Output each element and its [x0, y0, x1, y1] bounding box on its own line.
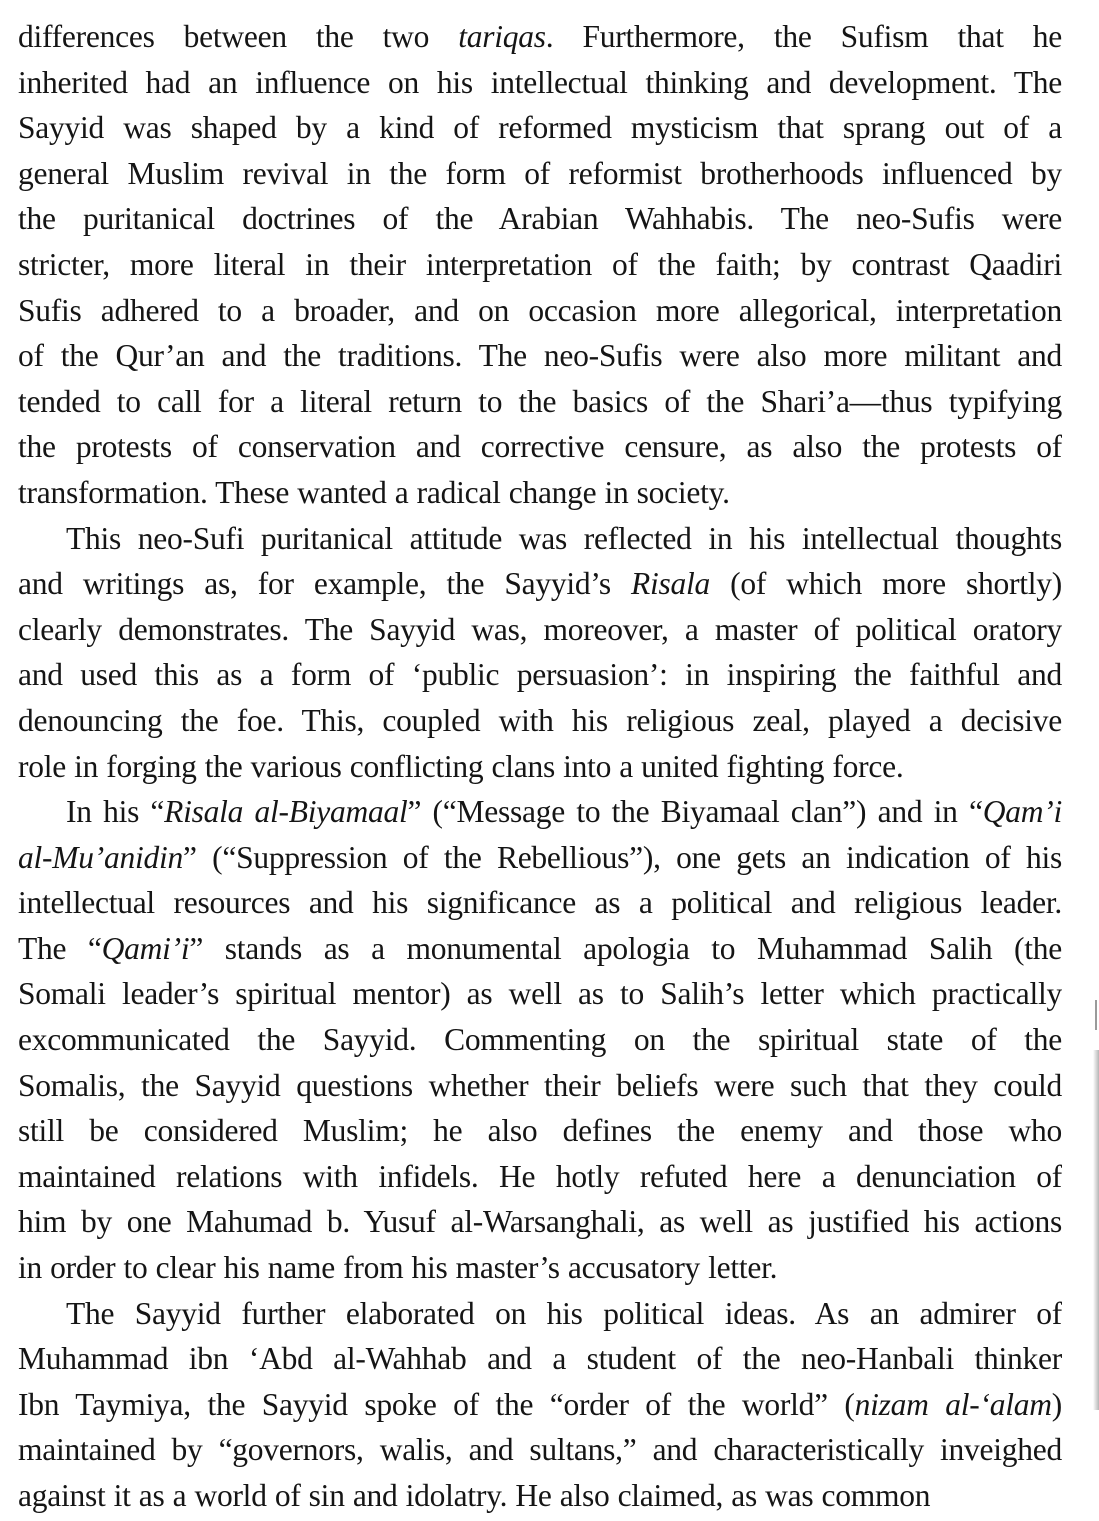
text-run: This neo-Sufi puritanical attitude was reflected in his intellectual thoughts — [66, 520, 1062, 556]
text-run: ) — [1051, 1386, 1062, 1422]
text-run: Ibn Taymiya, the Sayyid spoke of the “order of the world” ( — [18, 1386, 855, 1422]
text-run: excommunicated the Sayyid. Commenting on the spiritual state of the — [18, 1022, 1062, 1058]
text-run: the protests of conservation and corrective censure, as also the protests of — [18, 429, 1062, 465]
text-line — [18, 1017, 1062, 1063]
text-line — [18, 105, 1062, 151]
text-run: transformation. These wanted a radical change in society. — [18, 474, 730, 510]
italic-text: al-Mu’anidin — [18, 839, 183, 875]
text-line — [18, 379, 1062, 425]
text-line — [18, 1473, 1062, 1519]
text-line — [18, 424, 1062, 470]
italic-text: Qami’i — [101, 930, 190, 966]
text-line — [18, 60, 1062, 106]
text-run: in order to clear his name from his master’s accusatory letter. — [18, 1250, 778, 1286]
text-line — [18, 333, 1062, 379]
text-run: against it as a world of sin and idolatry. He also claimed, as was common — [18, 1478, 931, 1513]
text-run: the puritanical doctrines of the Arabian Wahhabis. The neo-Sufis were — [18, 201, 1062, 237]
text-line — [18, 288, 1062, 334]
text-run: clearly demonstrates. The Sayyid was, moreover, a master of political oratory — [18, 611, 1062, 647]
text-run: denouncing the foe. This, coupled with his religious zeal, played a decisive — [18, 702, 1062, 738]
text-run: role in forging the various conflicting clans into a united fighting force. — [18, 748, 904, 784]
text-line — [18, 698, 1062, 744]
italic-text: tariqas — [458, 19, 546, 54]
text-line — [18, 789, 1062, 835]
text-line — [18, 242, 1062, 288]
text-line — [18, 1063, 1062, 1109]
text-run: him by one Mahumad b. Yusuf al-Warsanghali, as well as justified his actions — [18, 1204, 1062, 1240]
text-line — [18, 1199, 1062, 1245]
text-run: Sayyid was shaped by a kind of reformed mysticism that sprang out of a — [18, 110, 1062, 146]
body-text — [18, 14, 1062, 1519]
text-line — [18, 196, 1062, 242]
text-line — [18, 1245, 1062, 1291]
text-line — [18, 1108, 1062, 1154]
text-run: of the Qur’an and the traditions. The neo-Sufis were also more militant and — [18, 338, 1062, 374]
text-line — [18, 926, 1062, 972]
page-edge-mark — [1095, 1000, 1097, 1030]
text-run: still be considered Muslim; he also defines the enemy and those who — [18, 1113, 1062, 1149]
text-run: . Furthermore, the Sufism that he — [545, 19, 1062, 54]
text-run: intellectual resources and his significance as a political and religious leader. — [18, 885, 1062, 921]
text-line — [18, 1291, 1062, 1337]
paragraph — [18, 14, 1062, 516]
text-line — [18, 971, 1062, 1017]
text-run: The “ — [18, 930, 102, 966]
page-edge-shadow — [1093, 1050, 1099, 1410]
text-run: In his “ — [66, 794, 165, 830]
italic-text: Qam’i — [982, 794, 1062, 830]
text-run: ” (“Message to the Biyamaal clan”) and in “ — [407, 794, 983, 830]
text-line — [18, 516, 1062, 562]
text-run: Somalis, the Sayyid questions whether their beliefs were such that they could — [18, 1067, 1062, 1103]
italic-text: Risala al-Biyamaal — [164, 794, 408, 830]
text-line — [18, 14, 1062, 60]
text-line — [18, 151, 1062, 197]
text-line — [18, 880, 1062, 926]
text-line — [18, 1336, 1062, 1382]
paragraph — [18, 789, 1062, 1291]
paragraph — [18, 1291, 1062, 1519]
text-line — [18, 652, 1062, 698]
text-run: tended to call for a literal return to the basics of the Shari’a—thus typifying — [18, 383, 1062, 419]
text-run: differences between the two — [18, 19, 459, 54]
paragraph — [18, 516, 1062, 790]
text-line — [18, 470, 1062, 516]
text-run: inherited had an influence on his intellectual thinking and development. The — [18, 64, 1062, 100]
text-run: general Muslim revival in the form of reformist brotherhoods influenced by — [18, 155, 1062, 191]
text-run: Sufis adhered to a broader, and on occasion more allegorical, interpretation — [18, 292, 1062, 328]
text-run: and used this as a form of ‘public persuasion’: in inspiring the faithful and — [18, 657, 1062, 693]
text-run: (of which more shortly) — [710, 566, 1062, 602]
text-line — [18, 835, 1062, 881]
text-run: stricter, more literal in their interpretation of the faith; by contrast Qaadiri — [18, 246, 1062, 282]
text-line — [18, 1382, 1062, 1428]
text-run: The Sayyid further elaborated on his political ideas. As an admirer of — [66, 1295, 1062, 1331]
text-run: Muhammad ibn ‘Abd al-Wahhab and a student of the neo-Hanbali thinker — [18, 1341, 1062, 1377]
text-run: ” (“Suppression of the Rebellious”), one gets an indication of his — [182, 839, 1062, 875]
text-line — [18, 607, 1062, 653]
text-run: Somali leader’s spiritual mentor) as well as to Salih’s letter which practically — [18, 976, 1062, 1012]
italic-text: Risala — [631, 566, 711, 602]
text-run: maintained relations with infidels. He hotly refuted here a denunciation of — [18, 1158, 1062, 1194]
text-line — [18, 561, 1062, 607]
text-line — [18, 1427, 1062, 1473]
text-run: maintained by “governors, walis, and sultans,” and characteristically inveighed — [18, 1432, 1062, 1468]
italic-text: nizam al-‘alam — [854, 1386, 1052, 1422]
text-run: ” stands as a monumental apologia to Muhammad Salih (the — [189, 930, 1062, 966]
text-line — [18, 1154, 1062, 1200]
text-line — [18, 744, 1062, 790]
text-run: and writings as, for example, the Sayyid’s — [18, 566, 632, 602]
